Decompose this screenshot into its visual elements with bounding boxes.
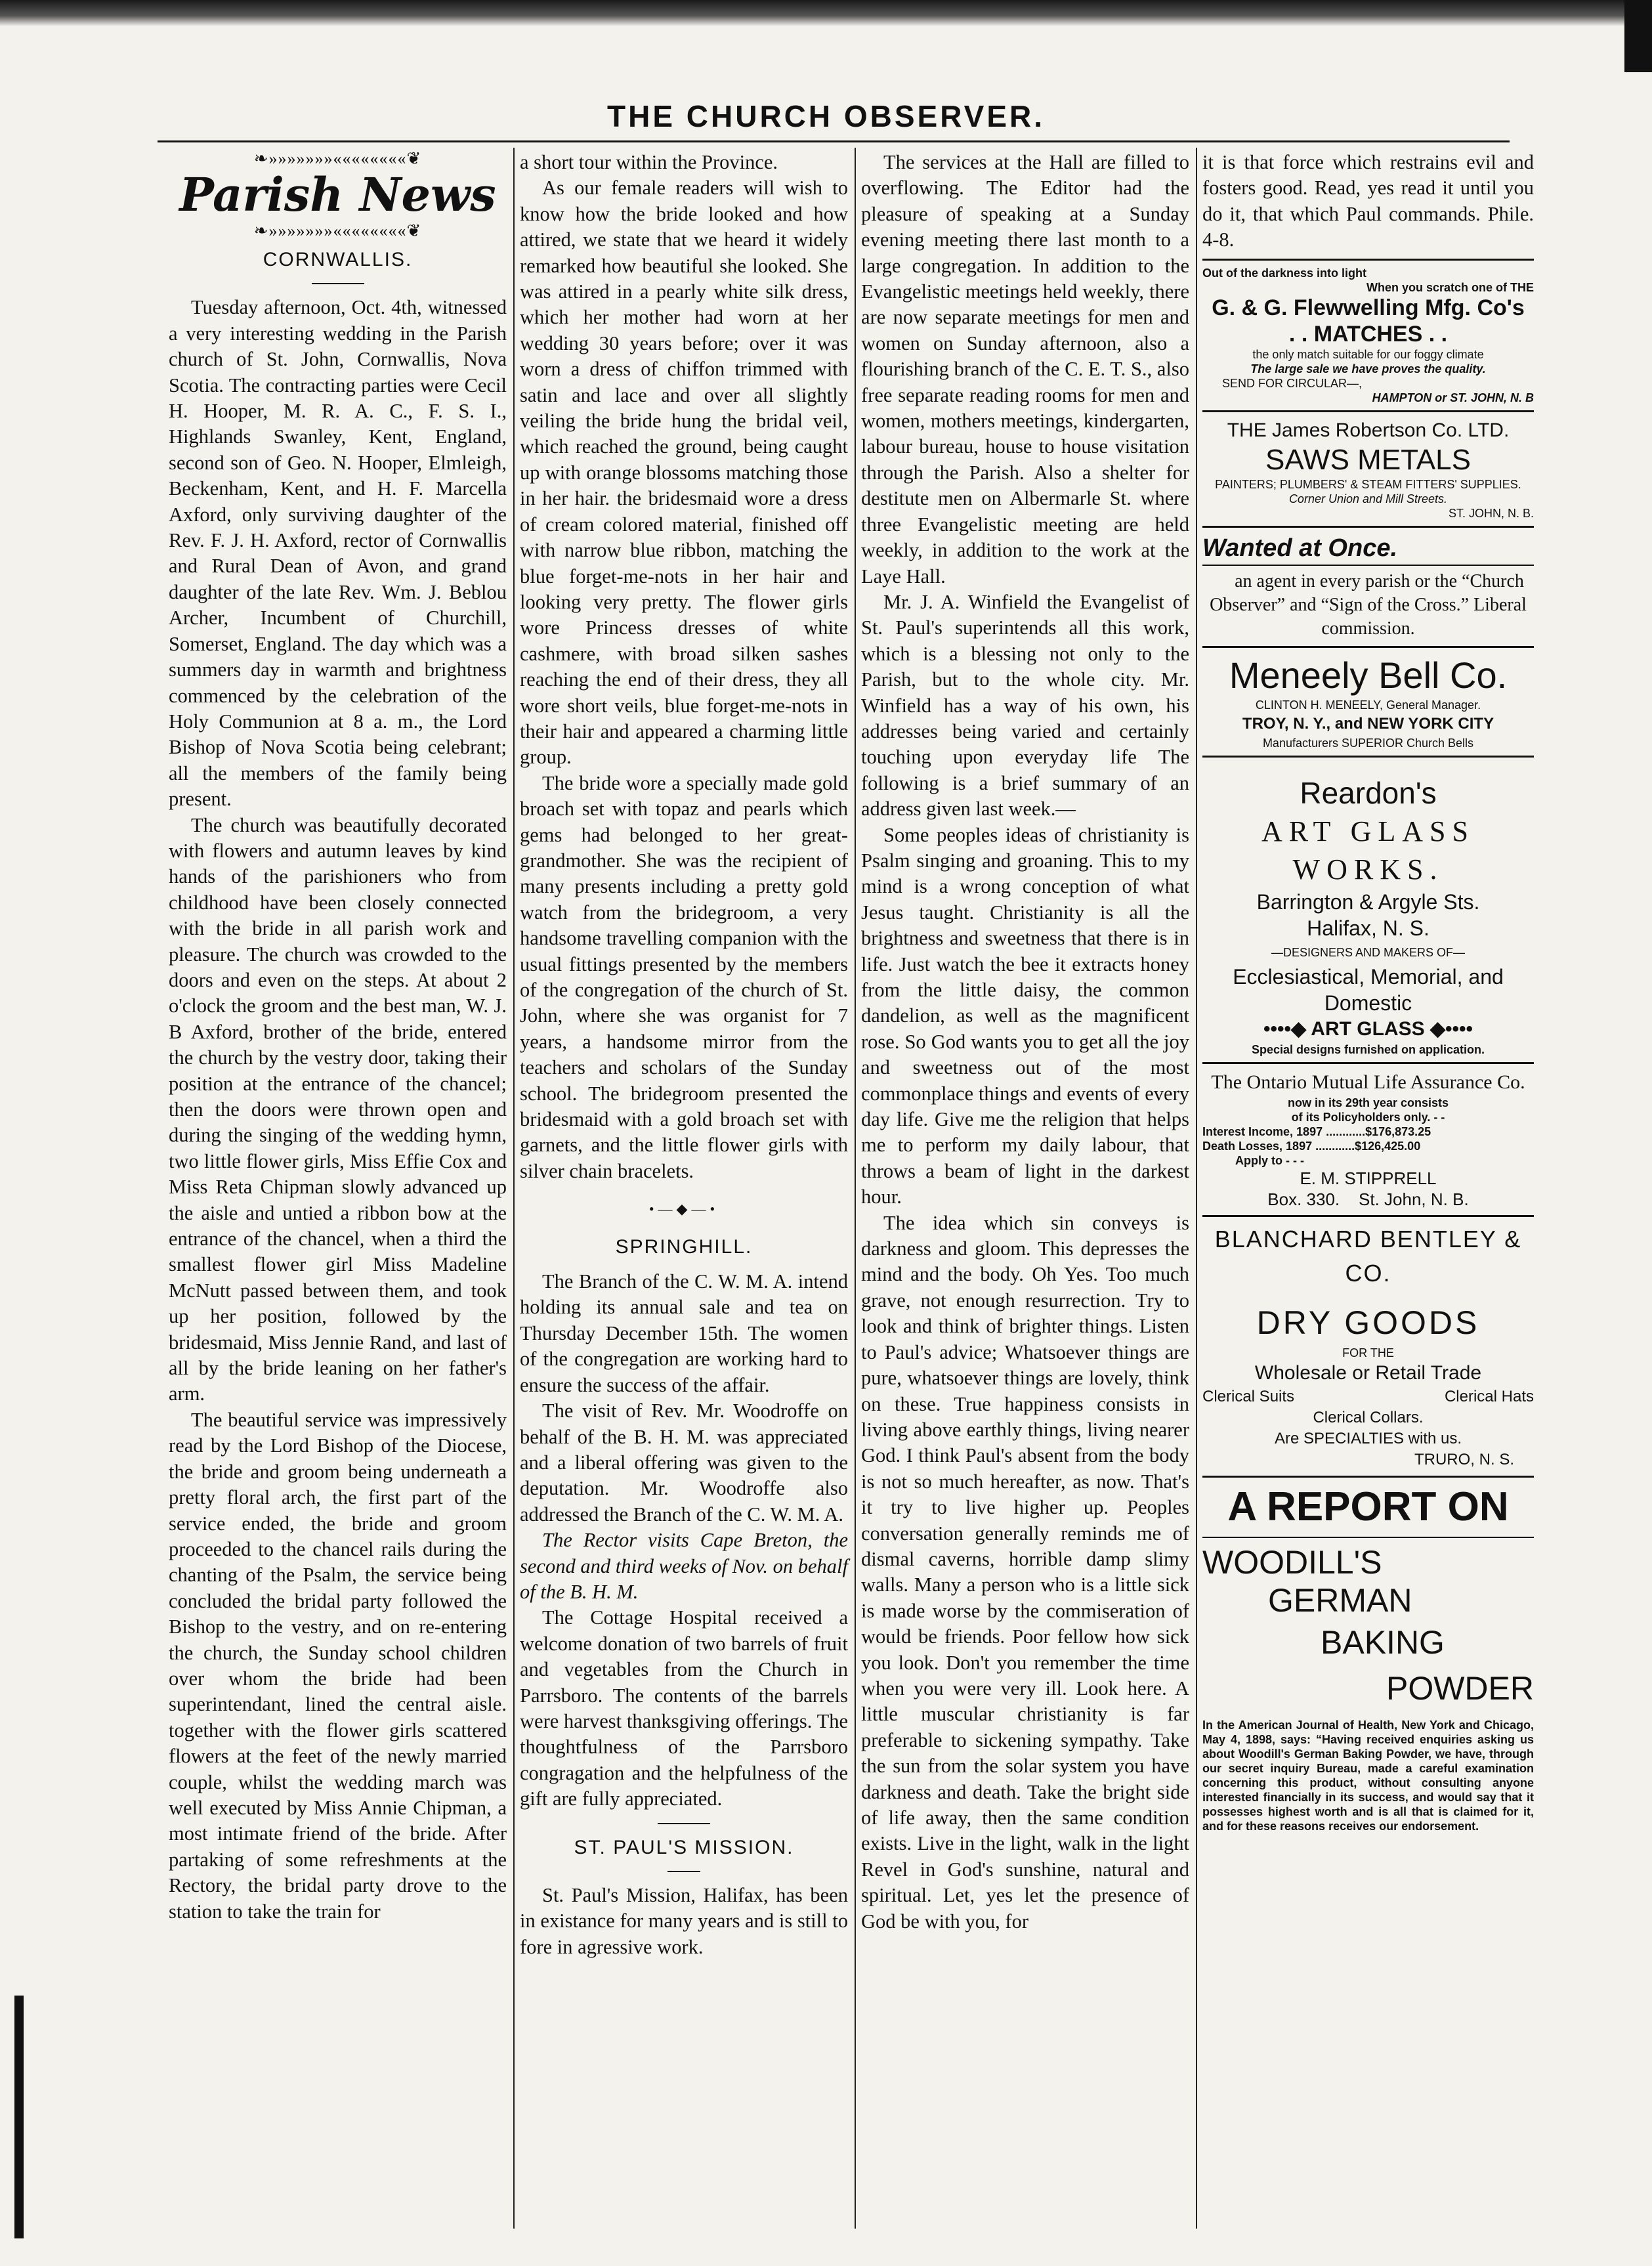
paragraph: The Branch of the C. W. M. A. intend holding its annual sale and tea on Thursday December 15th. The women of the congregation are working hard to ensure the success of the affair. (520, 1270, 848, 1396)
paragraph: it is that force which restrains evil and fosters good. Read, yes read it until you do it, that which Paul commands. Phile. 4-8. (1202, 151, 1534, 251)
ad-line: Barrington & Argyle Sts. (1256, 890, 1480, 914)
ad-rule (1202, 565, 1534, 566)
scan-border-top (0, 0, 1652, 26)
ad-rule (1202, 410, 1534, 412)
paragraph: Some peoples ideas of christianity is Psalm singing and groaning. This to my mind is a wrong conception of what Jesus taught. Christianity is all the brightness and sweetness that there is in life. Just watch the bee it extracts honey from the little daisy, the common dandelion, as well as the magnificent rose. So God wants you to get all the joy and sweetness out of the most commonplace things and events of every day life. Give me the religion that helps me to perform my daily labour, that throws a beam of light in the darkest hour. (861, 823, 1189, 1208)
ad-rule (1202, 526, 1534, 528)
ad-product: SAWS METALS (1265, 444, 1471, 477)
ad-line: of its Policyholders only. - - (1291, 1111, 1445, 1124)
column-4 (1202, 150, 1534, 1833)
ad-line: Manufacturers SUPERIOR Church Bells (1262, 737, 1474, 750)
section-title: Parish News (179, 167, 496, 222)
paragraph: Mr. J. A. Winfield the Evangelist of St. Paul's superintends all this work, which is a blessing not only to the Parish, but to the whole city. Mr. Winfield has a way of his own, his addresses being varied and certainly touching upon everyday life The following is a brief summary of an address given last week.— (861, 590, 1189, 821)
ad-rule (1202, 1537, 1534, 1538)
ad-title: BLANCHARD BENTLEY & CO. (1214, 1226, 1522, 1287)
ad-line: FOR THE (1342, 1346, 1394, 1360)
ad-line: Ecclesiastical, Memorial, and Domestic (1233, 965, 1504, 1015)
ad-line: Are SPECIALTIES with us. (1275, 1430, 1462, 1448)
ad-wanted (1202, 533, 1534, 641)
ad-line: E. M. STIPPRELL (1300, 1168, 1437, 1189)
scan-edge-left (14, 1996, 24, 2238)
ad-line: Clerical Suits (1202, 1388, 1295, 1406)
ad-woodills (1202, 1483, 1534, 1833)
ad-title: Reardon's (1300, 776, 1437, 811)
ad-line: Out of the darkness into light (1202, 266, 1367, 280)
ad-line: HAMPTON or ST. JOHN, N. B (1372, 391, 1534, 404)
ad-line: Clerical Hats (1444, 1388, 1534, 1406)
ad-rule (1202, 1476, 1534, 1478)
column-rule-1 (513, 148, 515, 2229)
ad-line: now in its 29th year consists (1287, 1096, 1449, 1110)
paragraph: The services at the Hall are filled to overflowing. The Editor had the pleasure of speaking at a Sunday evening meeting there last month to a large congregation. In addition to the Evangelistic meetings held weekly, there are now separate meetings for men and women on Sunday afternoon, also a flourishing branch of the C. E. T. S., also free separate reading rooms for men and women, mothers meetings, kindergarten, labour bureau, house to house visitation through the Parish. Also a shelter for destitute men on Albermarle St. where three Evangelistic meeting are held weekly, in addition to the work at the Laye Hall. (861, 151, 1189, 588)
masthead: THE CHURCH OBSERVER. (607, 99, 1045, 133)
ad-rule (1202, 259, 1534, 261)
ad-line: DRY GOODS (1256, 1304, 1480, 1342)
ad-ontario-mutual (1202, 1069, 1534, 1210)
ad-line: PAINTERS; PLUMBERS' & STEAM FITTERS' SUPPLIES. (1215, 478, 1521, 492)
paragraph: The idea which sin conveys is darkness and gloom. This depresses the mind and the body. Oh Yes. Too much grave, not enough resurrection. Try to look and think of brighter things. Listen to Paul's advice; Whatsoever things are pure, whatsoever things are lovely, think on these. True happiness consists in living above earthly things, living nearer God. I think Paul's absent from the body is not so much hereafter, as now. That's it try to live higher up. Peoples conversation generally reminds me of dismal caverns, horrible damp slimy walls. Many a person who is a little sick is made worse by the commiseration of would be friends. Poor fellow how sick you look. Don't you remember the time when you were very ill. Look here. A little muscular christianity is far preferable to sickening sympathy. Take the sun from the solar system you have darkness and death. Take the bright side of life away, then the same condition exists. Live in the light, walk in the light Revel in God's sunshine, natural and spiritual. Let, yes let the presence of God be with you, for (861, 1211, 1189, 1933)
ad-line: ART GLASS WORKS. (1261, 815, 1475, 886)
paragraph: St. Paul's Mission, Halifax, has been in existance for many years and is still to fore in agressive work. (520, 1884, 848, 1958)
column-1 (169, 150, 507, 1925)
ad-line: the only match suitable for our foggy climate (1252, 347, 1484, 361)
ad-rule (1202, 1062, 1534, 1064)
ad-line: POWDER (1386, 1670, 1534, 1707)
ad-text: In the American Journal of Health, New York and Chicago, May 4, 1898, says: “Having received enquiries asking us about Woodill's German Baking Powder, we have, through our secret inquiry Bureau, made a careful examination concerning this product, without consulting anyone interested financially in its success, and would say that it possesses highest worth and is all that is claimed for it, and for these reasons receives our endorsement. (1202, 1719, 1534, 1833)
short-rule (667, 1871, 700, 1872)
section-divider: •—◆—• (648, 1201, 719, 1218)
ad-reardons (1202, 773, 1534, 1057)
paragraph: a short tour within the Province. (520, 151, 778, 173)
ad-title: The Ontario Mutual Life Assurance Co. (1211, 1071, 1525, 1094)
column-3 (861, 150, 1189, 1935)
paragraph: The beautiful service was impressively read by the Lord Bishop of the Diocese, the bride and groom being underneath a pretty floral arch, the first part of the service ended, the bride and groom proceeded to the chancel rails during the chanting of the Psalm, the service being concluded the bridal party followed the Bishop to the vestry, and on re-entering the church, the Sunday school children over whom the bride had been superintendant, lined the central aisle. together with the flower girls scattered flowers at the feet of the newly married couple, whilst the wedding march was well executed by Miss Annie Chipman, a most intimate friend of the bride. After partaking of some refreshments at the Rectory, the bridal party drove to the station to take the train for (169, 1408, 507, 1923)
ad-line: Interest Income, 1897 ............$176,873.25 (1202, 1125, 1431, 1139)
ornament-top: ❧»»»»»»»««««««««❦ (253, 149, 422, 168)
ad-meneely-bell (1202, 653, 1534, 750)
paragraph: The visit of Rev. Mr. Woodroffe on behalf of the B. H. M. was appreciated and a liberal offering was given to the deputation. Mr. Woodroffe also addressed the Branch of the C. W. M. A. (520, 1400, 848, 1526)
ad-line: —DESIGNERS AND MAKERS OF— (1271, 946, 1466, 960)
ad-company: THE James Robertson Co. LTD. (1227, 419, 1510, 441)
ad-line-row (1202, 1386, 1534, 1407)
ad-line: WOODILL'S (1202, 1544, 1382, 1581)
ad-line: CLINTON H. MENEELY, General Manager. (1255, 698, 1481, 712)
ad-line: SEND FOR CIRCULAR—, (1222, 376, 1363, 390)
ad-line: ST. JOHN, N. B. (1448, 507, 1534, 521)
ornament-bottom: ❧»»»»»»»««««««««❦ (253, 221, 422, 240)
section-heading-springhill: SPRINGHILL. (615, 1235, 753, 1258)
ad-flewwelling-matches (1202, 266, 1534, 405)
ad-text: an agent in every parish or the “Church Observer” and “Sign of the Cross.” Liberal commission. (1210, 571, 1527, 639)
paragraph: The Rector visits Cape Breton, the second and third weeks of Nov. on behalf of the B. H. M. (520, 1529, 848, 1603)
paragraph: The church was beautifully decorated with flowers and autumn leaves by kind hands of the parishioners who from childhood have been closely connected with the bride in all parish work and pleasure. The church was crowded to the doors and even on the steps. At about 2 o'clock the groom and the best man, W. J. B Axford, brother of the bride, entered the church by the vestry door, taking their position at the entrance of the chancel; then the doors were thrown open and during the singing of the wedding hymn, two little flower girls, Miss Effie Cox and Miss Reta Chipman slowly advanced up the aisle and untied a ribbon bow at the entrance of the chancel, when a third the smallest flower girl Miss Madeline McNutt passed between them, and took up her position, followed by the bridesmaid, Miss Jennie Rand, and last of all by the bride leaning on her father's arm. (169, 813, 507, 1405)
ad-blanchard-bentley (1202, 1222, 1534, 1470)
ad-line: Halifax, N. S. (1307, 916, 1430, 941)
ad-rule (1202, 646, 1534, 648)
ad-title: Meneely Bell Co. (1229, 654, 1508, 696)
ad-product: . . MATCHES . . (1288, 321, 1448, 347)
ad-line: Apply to - - - (1235, 1154, 1304, 1168)
paragraph: Tuesday afternoon, Oct. 4th, witnessed a very interesting wedding in the Parish church of St. John, Cornwallis, Nova Scotia. The contracting parties were Cecil H. Hooper, M. R. A. C., F. S. I., Highlands Swanley, Kent, England, second son of Geo. N. Hooper, Elmleigh, Beckenham, Kent, and H. F. Marcella Axford, only surviving daughter of the Rev. F. J. H. Axford, rector of Cornwallis and Rural Dean of Avon, and grand daughter of the late Rev. Wm. J. Beblou Archer, Incumbent of Churchill, Somerset, England. The day which was a summers day in warmth and brightness commenced by the celebration of the Holy Communion at 8 a. m., the Lord Bishop of Nova Scotia being celebrant; all the members of the family being present. (169, 296, 507, 811)
section-heading-st-pauls: ST. PAUL'S MISSION. (574, 1836, 794, 1858)
ad-line: TROY, N. Y., and NEW YORK CITY (1242, 715, 1494, 733)
ad-james-robertson (1202, 417, 1534, 521)
column-rule-2 (855, 148, 856, 2229)
short-rule (658, 1823, 710, 1824)
ad-line: Wholesale or Retail Trade (1254, 1362, 1482, 1384)
masthead-rule (158, 140, 1510, 142)
ad-title: A REPORT ON (1227, 1484, 1509, 1530)
ad-company: G. & G. Flewwelling Mfg. Co's (1212, 295, 1525, 320)
ad-line: Corner Union and Mill Streets. (1288, 492, 1448, 506)
section-heading-cornwallis: CORNWALLIS. (263, 249, 413, 270)
ad-line: Clerical Collars. (1313, 1409, 1424, 1427)
column-rule-3 (1196, 148, 1197, 2229)
short-rule (312, 283, 364, 284)
ad-line: ••••◆ ART GLASS ◆•••• (1263, 1018, 1473, 1040)
ad-line: Death Losses, 1897 ............$126,425.00 (1202, 1140, 1421, 1153)
scan-edge-right (1624, 0, 1652, 72)
ad-line: Special designs furnished on application. (1251, 1043, 1485, 1057)
ad-rule (1202, 1215, 1534, 1217)
paragraph: As our female readers will wish to know how the bride looked and how attired, we state that we heard it widely remarked how beautiful she looked. She was attired in a pearly white silk dress, which her mother had worn at her wedding 30 years before; over it was worn a dress of chiffon trimmed with satin and lace and over all slightly veiling the bride hung the bridal veil, which reached the ground, being caught up with orange blossoms matching those in her hair. the bridesmaid wore a dress of cream colored material, finished off with narrow blue ribbon, matching the blue forget-me-nots in her hair and looking very pretty. The flower girls wore Princess dresses of white cashmere, with broad silken sashes reaching the end of their dress, they all wore short veils, blue forget-me-nots in their hair and appeared a charming little group. (520, 177, 848, 769)
ad-line: GERMAN (1268, 1582, 1412, 1619)
ad-line: TRURO, N. S. (1414, 1451, 1514, 1469)
column-2 (520, 150, 848, 1960)
ad-line: When you scratch one of THE (1366, 280, 1534, 294)
paragraph: The bride wore a specially made gold broach set with topaz and pearls which gems had belonged to her great-grandmother. She was the recipient of many presents including a pretty gold watch from the bridegroom, a very handsome travelling companion with the usual fittings presented by the members of the congregation of the church of St. John, where she was organist for 7 years, a handsome mirror from the teachers and scholars of the Sunday school. The bridegroom presented the bridesmaid with a gold broach set with garnets, and the little flower girls with silver chain bracelets. (520, 771, 848, 1182)
ad-line: The large sale we have proves the quality. (1250, 362, 1486, 375)
ad-title: Wanted at Once. (1202, 534, 1398, 563)
paragraph: The Cottage Hospital received a welcome donation of two barrels of fruit and vegetables from the Church in Parrsboro. The contents of the barrels were harvest thanksgiving offerings. The thoughtfulness of the Parrsboro congragation and the helpfulness of the gift are fully appreciated. (520, 1606, 848, 1810)
ad-line: BAKING (1321, 1624, 1445, 1661)
ad-rule (1202, 756, 1534, 758)
ad-line: Box. 330. St. John, N. B. (1267, 1189, 1469, 1210)
